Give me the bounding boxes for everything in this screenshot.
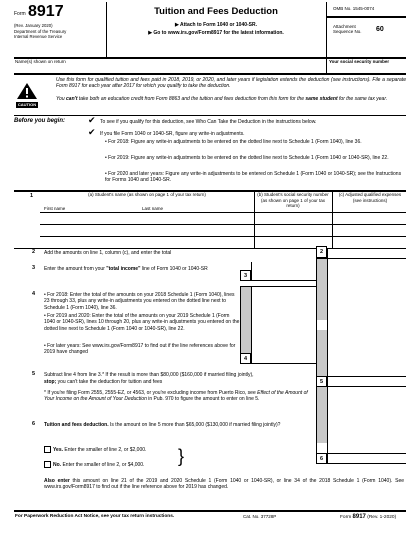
no-checkbox[interactable] <box>44 461 51 468</box>
before-item-1: To see if you qualify for this deduction, see Who Can Take the Deduction in the instructions below. <box>100 119 317 125</box>
before-bullet-2020: • For 2020 and later years: Figure any write-in adjustments to be entered on Schedule 1 (Form 1040 or 1040-SR); see the Instructions for Forms 1040 and 1040-SR. <box>105 171 402 184</box>
before-you-begin-label: Before you begin: <box>14 118 66 124</box>
line-2-amount[interactable] <box>328 247 406 258</box>
line-3-number: 3 <box>32 265 36 271</box>
line-6-box-number: 6 <box>316 453 327 464</box>
line-4-number: 4 <box>32 291 36 297</box>
line-4-bullet-2018: • For 2018: Enter the total of the amounts on your 2018 Schedule 1 (Form 1040), lines 23 through 33, plus any write-in adjustments you entered on the dotted line next to Schedule 1 (Form 1040), line 36. <box>44 292 235 311</box>
yes-checkbox[interactable] <box>44 446 51 453</box>
before-bullet-2019: • For 2019: Figure any write-in adjustments to be entered on the dotted line next to Schedule 1 (Form 1040 or 1040-SR), line 22. <box>105 155 389 161</box>
before-item-2: If you file Form 1040 or 1040-SR, figure any write-in adjustments. <box>100 131 245 137</box>
form-number: 8917 <box>28 3 64 20</box>
last-name-header: Last name <box>142 206 164 211</box>
paperwork-notice: For Paperwork Reduction Act Notice, see your tax return instructions. <box>15 514 175 519</box>
line-1-number: 1 <box>30 193 34 199</box>
line-4-amount[interactable] <box>252 353 316 364</box>
line-5-number: 5 <box>32 371 36 377</box>
line-3-box-number: 3 <box>240 270 251 281</box>
line-3-text: Enter the amount from your "total income" line of Form 1040 or 1040-SR <box>44 266 208 272</box>
treasury-dept: Department of the Treasury <box>14 29 67 34</box>
ssn-field[interactable] <box>327 64 406 72</box>
form-label: Form <box>14 11 26 17</box>
line-5-text-2: stop; you can't take the deduction for tuition and fees <box>44 379 163 385</box>
form-revision: (Rev. January 2020) <box>14 23 53 28</box>
omb-number: OMB No. 1545-0074 <box>333 6 375 11</box>
checkmark-icon: ✔ <box>88 127 96 137</box>
ssn-label: Your social security number <box>329 59 390 64</box>
name-label: Name(s) shown on return <box>15 59 66 64</box>
line-4-bullet-2019-2020: • For 2019 and 2020: Enter the total of the amounts on your 2019 Schedule 1 (Form 1040 or 1040-SR), lines 10 through 20, plus any write-in adjustments you entered on the dotted line next to Schedule 1 (Form 1040 or 1040-SR), line 22. <box>44 313 240 332</box>
caution-paragraph-2: You can't take both an education credit from Form 8863 and the tuition and fees deduction from this form for the same student for the same tax year. <box>56 96 388 102</box>
catalog-number: Cat. No. 37728P <box>243 514 277 519</box>
caution-icon <box>16 82 38 108</box>
line-5-note: * If you're filing Form 2555, 2555-EZ, or 4563, or you're excluding income from Puerto Rico, see Effect of the Amount of Your Income on the Amount of Your Deduction in Pub. 970 to figure the amount to enter on line 5. <box>44 390 308 403</box>
line-5-box-number: 5 <box>316 376 327 387</box>
line-5-amount[interactable] <box>328 376 406 387</box>
caution-label: CAUTION <box>17 102 37 108</box>
line-6-number: 6 <box>32 421 36 427</box>
attach-instruction: ▶ Attach to Form 1040 or 1040-SR. <box>174 22 258 28</box>
before-bullet-2018: • For 2018: Figure any write-in adjustments to be entered on the dotted line next to Schedule 1 (Form 1040), line 36. <box>105 139 362 145</box>
website-instruction: ▶ Go to www.irs.gov/Form8917 for the latest information. <box>148 30 284 36</box>
footer-form-id: Form 8917 (Rev. 1-2020) <box>340 514 397 520</box>
student-row[interactable] <box>40 225 406 236</box>
student-row[interactable] <box>40 213 406 224</box>
sequence-label: Sequence No. <box>333 29 362 34</box>
col-c-header: (c) Adjusted qualified expenses (see instructions) <box>338 192 402 203</box>
checkmark-icon: ✔ <box>88 115 96 125</box>
attachment-label: Attachment <box>333 24 356 29</box>
line-2-number: 2 <box>32 249 36 255</box>
line-4-bullet-later: • For later years: See www.irs.gov/Form8917 to find out if the line references above for 2019 have changed <box>44 343 236 356</box>
line-3-amount[interactable] <box>252 270 316 281</box>
brace-icon: } <box>178 446 185 466</box>
line-4-box-number: 4 <box>240 353 251 364</box>
col-a-header: (a) Student's name (as shown on page 1 of your tax return) <box>88 192 206 197</box>
name-field[interactable] <box>14 64 326 72</box>
line-6-amount[interactable] <box>328 453 406 464</box>
line-2-text: Add the amounts on line 1, column (c), and enter the total <box>44 250 172 256</box>
line-4-top-spacer <box>252 287 316 353</box>
form-id-block <box>14 3 106 57</box>
line-2-box-number: 2 <box>316 246 327 258</box>
line-5-text-1: Subtract line 4 from line 3.* If the result is more than $80,000 ($160,000 if married filing jointly), <box>44 372 254 378</box>
col-b-header: (b) Student's social security number (as shown on page 1 of your tax return) <box>257 192 329 209</box>
caution-paragraph-1: Use this form for qualified tuition and fees paid in 2018, 2019, or 2020, and later years if legislation extends the deduction (see instructions). File a separate Form 8917 for each year after 2017 for which you qualify to take the deduction. <box>56 77 406 90</box>
line-6-yes-option: Yes. Enter the smaller of line 2, or $2,000. <box>44 446 146 453</box>
form-title: Tuition and Fees Deduction <box>154 6 278 17</box>
sequence-number: 60 <box>376 26 384 33</box>
irs-label: Internal Revenue Service <box>14 34 63 39</box>
line-6-no-option: No. Enter the smaller of line 2, or $4,000. <box>44 461 144 468</box>
line-6-also-enter: Also enter this amount on line 21 of the 2019 and 2020 Schedule 1 (Form 1040 or 1040-SR), or line 34 of the 2018 Schedule 1 (Form 1040). See www.irs.gov/Form8917 to find out if the line reference above for 2019 has changed. <box>44 478 404 491</box>
first-name-header: First name <box>44 206 66 211</box>
line-6-question: Tuition and fees deduction. Is the amount on line 5 more than $65,000 ($130,000 if married filing jointly)? <box>44 422 281 428</box>
